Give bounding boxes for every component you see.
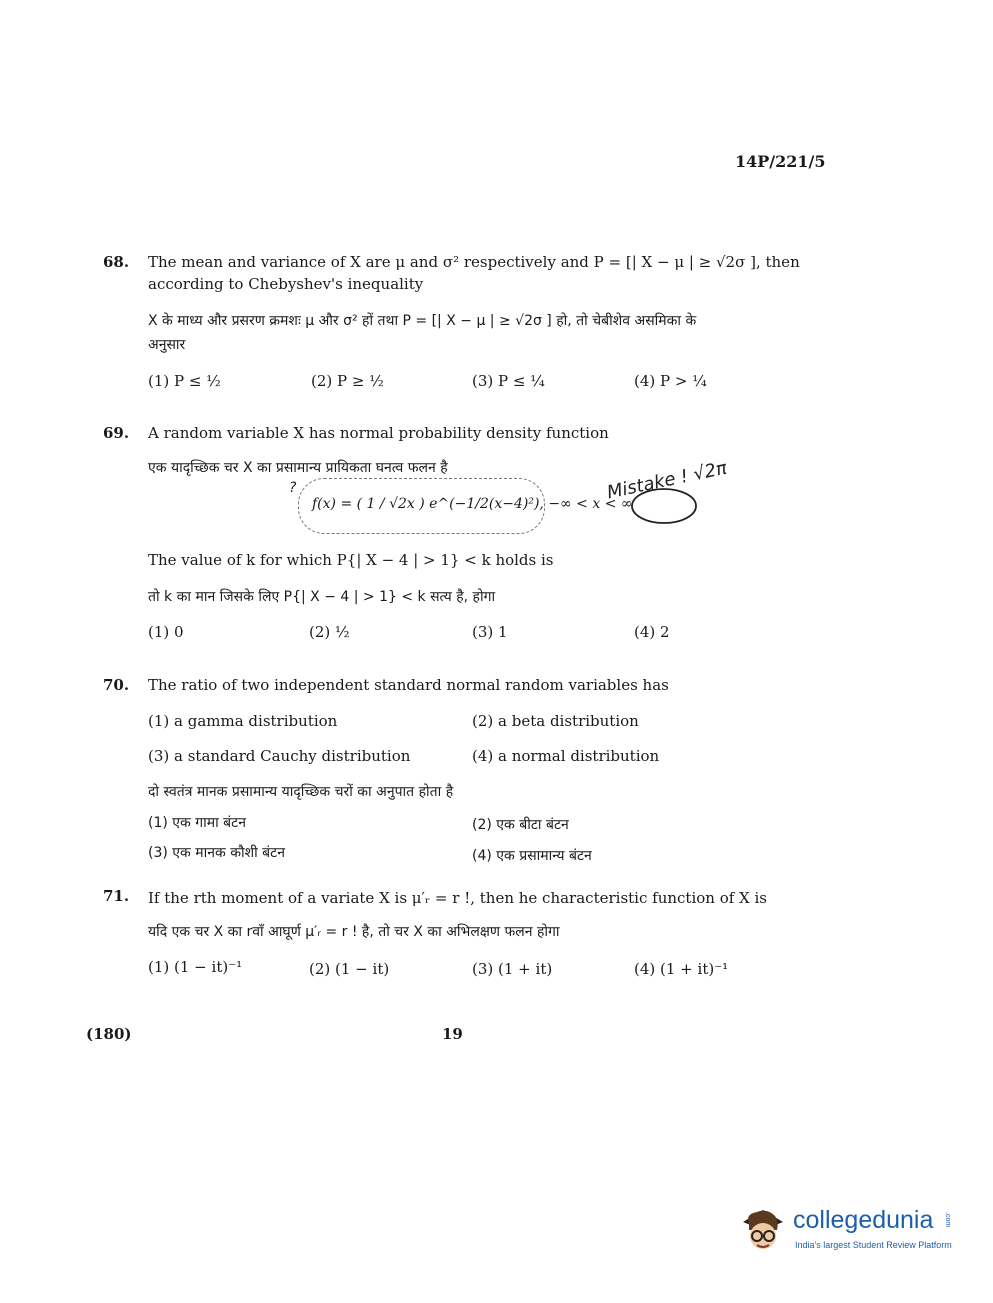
paper-code: 14P/221/5 <box>735 152 826 171</box>
question-69-text-en-2: The value of k for which P{| X − 4 | > 1} < k holds is <box>148 551 554 569</box>
question-70-text-hi-1: दो स्वतंत्र मानक प्रसामान्य यादृच्छिक चरों का अनुपात होता है <box>148 784 454 800</box>
question-70-text-en-1: The ratio of two independent standard normal random variables has <box>148 676 669 694</box>
question-68-text-hi-2: अनुसार <box>148 337 186 353</box>
question-69-number: 69. <box>103 424 130 442</box>
question-71-text-hi-1: यदि एक चर X का rवाँ आघूर्ण μ′ᵣ = r ! है, तो चर X का अभिलक्षण फलन होगा <box>148 924 560 940</box>
question-68-option-2: (2) P ≥ ½ <box>311 372 384 390</box>
handwritten-circle <box>628 480 704 526</box>
question-68-text-hi-1: X के माध्य और प्रसरण क्रमशः μ और σ² हों तथा P = [| X − μ | ≥ √2σ ] हो, तो चेबीशेव असमिका के <box>148 313 697 329</box>
question-69-text-hi-1: एक यादृच्छिक चर X का प्रसामान्य प्रायिकता घनत्व फलन है <box>148 460 448 476</box>
question-68-text-en-2: according to Chebyshev's inequality <box>148 275 424 293</box>
question-70-option-en-3: (3) a standard Cauchy distribution <box>148 747 411 765</box>
question-70-option-en-2: (2) a beta distribution <box>472 712 639 730</box>
question-69-option-1: (1) 0 <box>148 623 184 641</box>
question-70-option-hi-3: (3) एक मानक कौशी बंटन <box>148 845 285 861</box>
question-70-option-en-4: (4) a normal distribution <box>472 747 660 765</box>
brand-tagline: India's largest Student Review Platform <box>795 1240 952 1250</box>
question-71-text-en-1: If the rth moment of a variate X is μ′ᵣ = r !, then he characteristic function of X is <box>148 889 767 907</box>
question-68-option-1: (1) P ≤ ½ <box>148 372 221 390</box>
question-70-number: 70. <box>103 676 130 694</box>
question-69-text-hi-2: तो k का मान जिसके लिए P{| X − 4 | > 1} < k सत्य है, होगा <box>148 589 496 605</box>
question-68-number: 68. <box>103 253 130 271</box>
question-71-option-1: (1) (1 − it)⁻¹ <box>148 958 243 976</box>
question-69-text-en-1: A random variable X has normal probability density function <box>148 424 609 442</box>
brand-suffix: .com <box>944 1212 951 1228</box>
question-71-option-2: (2) (1 − it) <box>309 960 390 978</box>
question-69-option-4: (4) 2 <box>634 623 670 641</box>
question-70-option-en-1: (1) a gamma distribution <box>148 712 338 730</box>
question-71-option-3: (3) (1 + it) <box>472 960 553 978</box>
question-70-option-hi-2: (2) एक बीटा बंटन <box>472 817 569 833</box>
question-70-option-hi-4: (4) एक प्रसामान्य बंटन <box>472 848 592 864</box>
footer-code: (180) <box>86 1025 132 1043</box>
question-68-text-en-1: The mean and variance of X are μ and σ² respectively and P = [| X − μ | ≥ √2σ ], then <box>148 253 800 271</box>
collegedunia-watermark <box>735 1196 960 1260</box>
page-number: 19 <box>442 1025 463 1043</box>
question-69-formula: f(x) = ( 1 / √2x ) e^(−1/2(x−4)²), −∞ < x < ∞ <box>312 496 633 512</box>
question-mark-annotation: ? <box>289 480 297 496</box>
question-70-option-hi-1: (1) एक गामा बंटन <box>148 815 247 831</box>
question-68-option-3: (3) P ≤ ¼ <box>472 372 545 390</box>
question-71-number: 71. <box>103 887 130 905</box>
question-68-option-4: (4) P > ¼ <box>634 372 707 390</box>
question-71-option-4: (4) (1 + it)⁻¹ <box>634 960 729 978</box>
handwritten-note: Mistake ! √2π <box>605 457 729 504</box>
brand-name: collegedunia <box>793 1206 934 1234</box>
question-69-option-3: (3) 1 <box>472 623 508 641</box>
mascot-icon <box>735 1200 791 1256</box>
question-69-option-2: (2) ½ <box>309 623 350 641</box>
